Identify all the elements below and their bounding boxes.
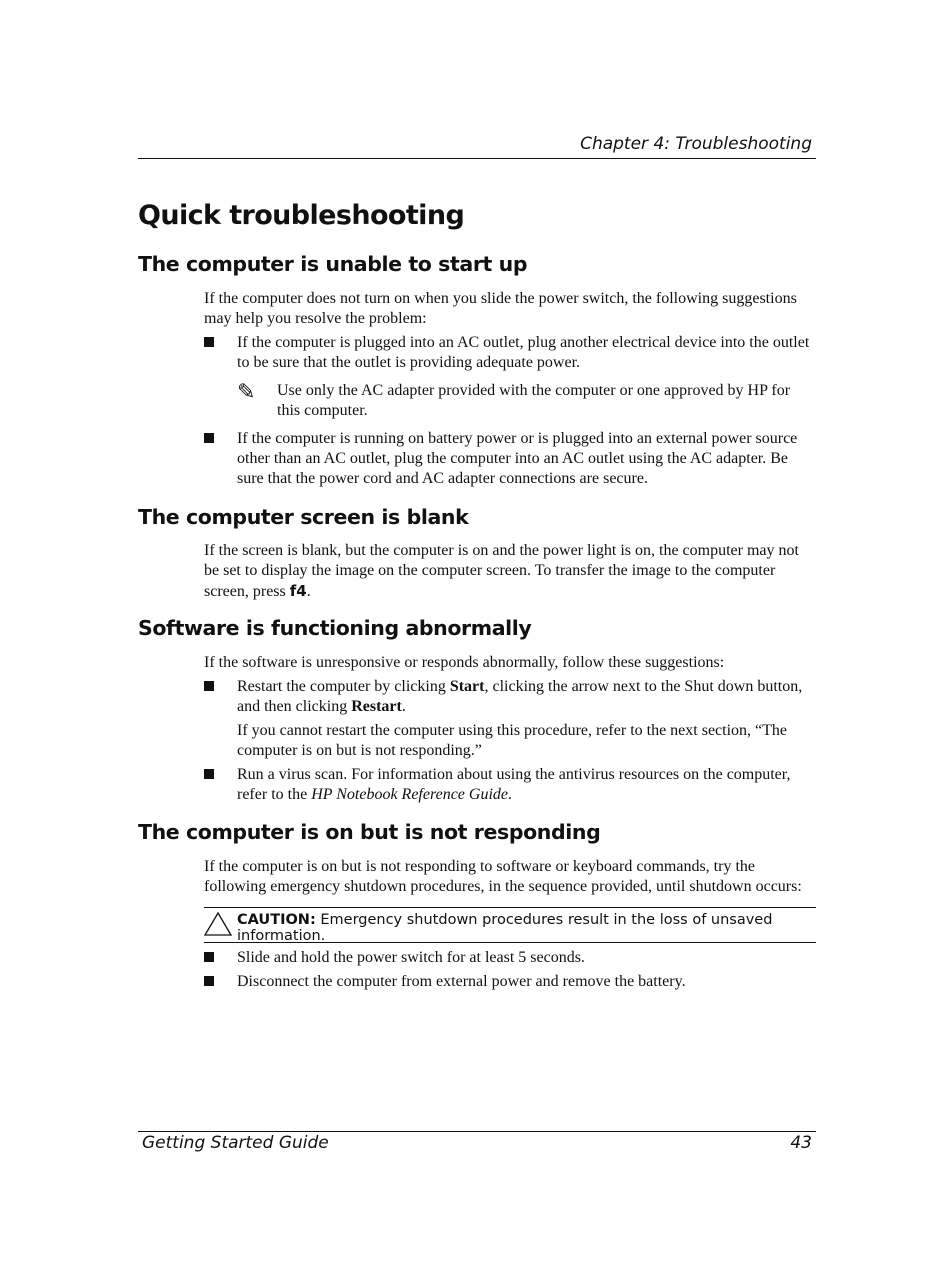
note-text: Use only the AC adapter provided with the computer or one approved by HP for this computer. [277,382,791,420]
section-heading-not-responding: The computer is on but is not responding [138,820,601,844]
list-item-text: If the computer is plugged into an AC outlet, plug another electrical device into the outlet to be sure that the outlet is providing adequate power. [237,334,810,372]
restart-label: Restart [351,698,402,716]
square-bullet-icon [204,976,214,986]
caution-rule-top [204,907,816,908]
square-bullet-icon [204,433,214,443]
footer-rule [138,1131,816,1132]
caution-rule-bottom [204,942,816,943]
list-item-text: Run a virus scan. For information about using the antivirus resources on the computer, refer to the HP Notebook Reference Guide. [237,766,791,804]
section-intro-unable-to-start: If the computer does not turn on when you slide the power switch, the following suggestions may help you resolve the problem: [204,290,797,328]
caution-triangle-icon [204,912,232,936]
chapter-header: Chapter 4: Troubleshooting [580,134,812,154]
sub-paragraph: If you cannot restart the computer using this procedure, refer to the next section, “The computer is on but is not responding.” [237,722,788,760]
square-bullet-icon [204,337,214,347]
caution-label: CAUTION: [237,912,316,928]
caution-text [237,912,816,944]
section-text-part: If the screen is blank, but the computer is on and the power light is on, the computer may not be set to display the image on the computer screen. To transfer the image to the computer screen, press [204,542,799,601]
square-bullet-icon [204,769,214,779]
key-f4: f4 [289,582,307,601]
header-rule [138,158,816,159]
section-intro-not-responding: If the computer is on but is not responding to software or keyboard commands, try the following emergency shutdown procedures, in the sequence provided, until shutdown occurs: [204,858,802,896]
section-text-part: . [306,583,311,601]
caution-message: Emergency shutdown procedures result in the loss of unsaved information. [237,912,773,944]
start-label: Start [449,678,485,695]
reference-guide-title: HP Notebook Reference Guide [311,786,509,804]
list-item-text: Slide and hold the power switch for at least 5 seconds. [237,949,585,966]
section-intro-software-abnormal: If the software is unresponsive or responds abnormally, follow these suggestions: [204,654,725,671]
section-heading-screen-blank: The computer screen is blank [138,505,469,529]
caution-block [204,911,816,944]
section-heading-unable-to-start: The computer is unable to start up [138,252,528,276]
section-heading-software-abnormal: Software is functioning abnormally [138,616,532,640]
page-number: 43 [790,1133,812,1153]
list-item-text: Restart the computer by clicking Start, clicking the arrow next to the Shut down button, and then clicking Restart. [237,678,803,716]
square-bullet-icon [204,681,214,691]
page-title: Quick troubleshooting [138,200,465,231]
square-bullet-icon [204,952,214,962]
pencil-note-icon: ✎ [237,379,256,404]
list-item-text: Disconnect the computer from external power and remove the battery. [237,973,686,990]
section-text-screen-blank [204,541,818,603]
list-item-text: If the computer is running on battery power or is plugged into an external power source other than an AC outlet, plug the computer into an AC outlet using the AC adapter. Be sure that the power cord and AC adapter connections are secure. [237,430,798,488]
footer-guide-title: Getting Started Guide [142,1133,329,1153]
